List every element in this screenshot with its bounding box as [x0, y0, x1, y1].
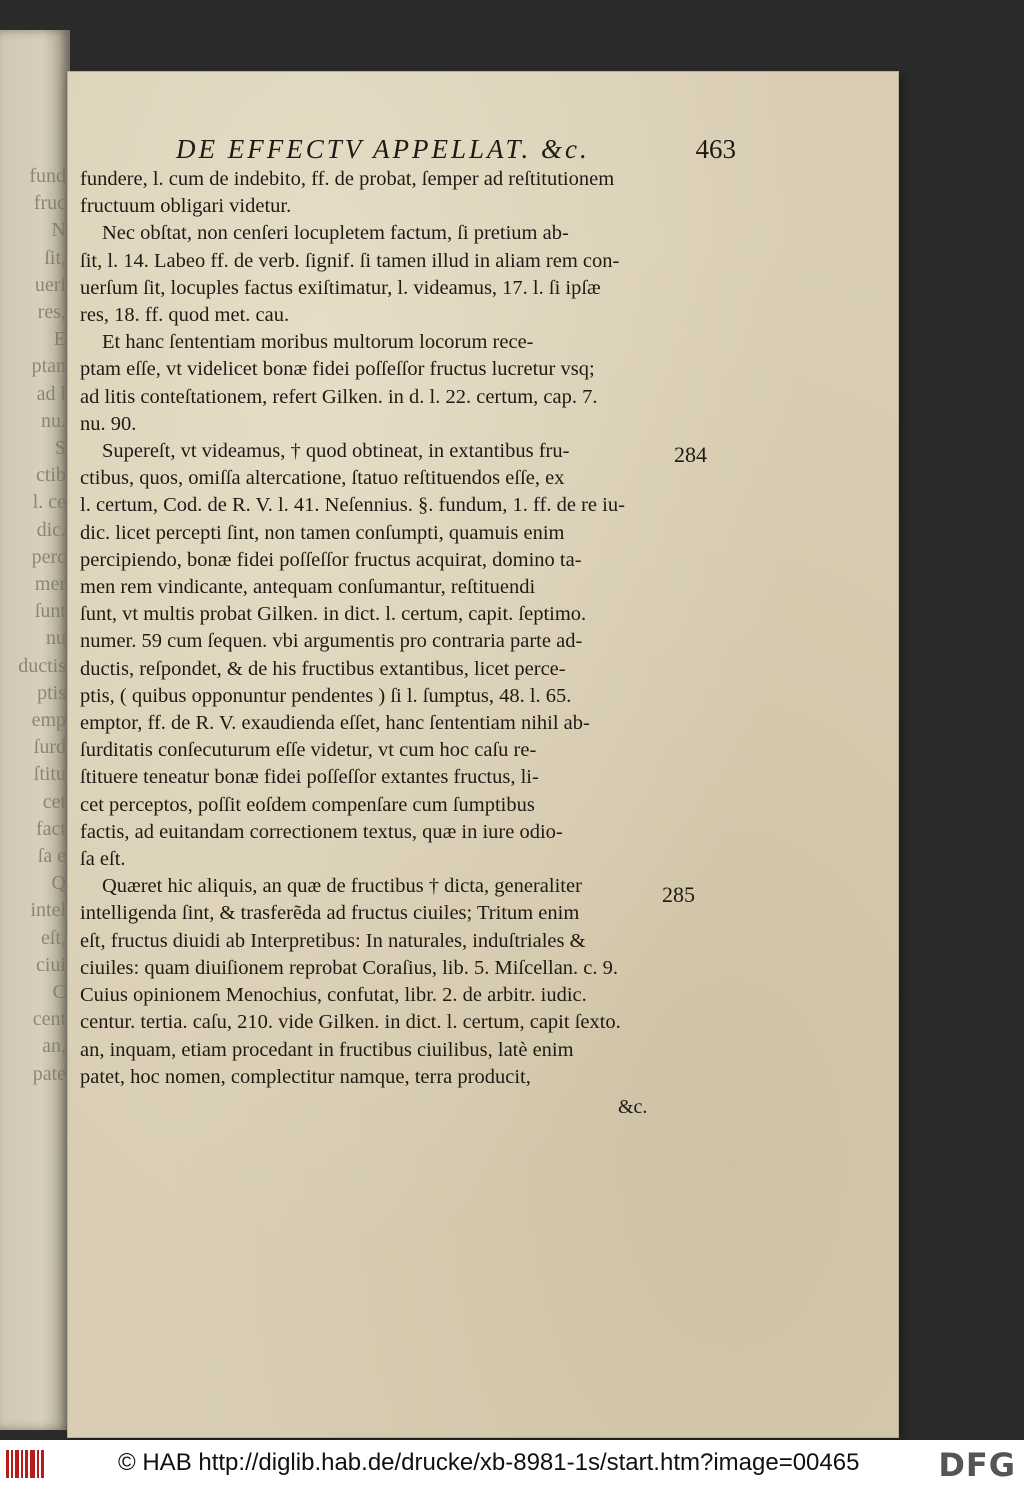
previous-page-edge [0, 30, 70, 1430]
prev-page-fragment: an, [42, 1035, 66, 1058]
prev-page-fragment: dic. [36, 518, 66, 541]
text-line: l. certum, Cod. de R. V. l. 41. Neſennius. §. fundum, 1. ff. de re iu- [80, 494, 625, 517]
source-credit[interactable]: © HAB http://diglib.hab.de/drucke/xb-8981-1s/start.htm?image=00465 [118, 1449, 860, 1476]
dfg-logo: DFG [938, 1446, 1016, 1484]
prev-page-fragment: ptan [31, 355, 66, 378]
margin-note-285: 285 [662, 882, 695, 907]
prev-page-fragment: fact [36, 817, 66, 840]
prev-page-fragment: cent [32, 1008, 66, 1031]
text-line: Supereſt, vt videamus, † quod obtineat, in extantibus fru- [102, 440, 570, 463]
prev-page-fragment: res, [37, 301, 66, 323]
text-line: cet perceptos, poſſit eoſdem compenſare cum ſumptibus [80, 793, 535, 816]
text-line: ſurditatis conſecuturum eſſe videtur, vt cum hoc caſu re- [80, 739, 537, 762]
text-line: fructuum obligari videtur. [80, 195, 292, 218]
barcode-bar [37, 1450, 39, 1478]
text-line: eſt, fructus diuidi ab Interpretibus: In naturales, induſtriales & [80, 929, 586, 952]
prev-page-fragment: E [53, 328, 66, 351]
prev-page-fragment: ptis [37, 681, 66, 704]
prev-page-fragment: S [54, 437, 66, 459]
prev-page-fragment: pate [32, 1062, 66, 1085]
prev-page-fragment: Q [51, 872, 66, 895]
prev-page-fragment: ſurd [33, 736, 66, 759]
text-line: uerſum ſit, locuples factus exiſtimatur, l. videamus, 17. l. ſi ipſæ [80, 276, 601, 299]
margin-note-284: 284 [674, 442, 707, 467]
text-line: emptor, ff. de R. V. exaudienda eſſet, hanc ſententiam nihil ab- [80, 712, 590, 735]
prev-page-fragment: ad l [36, 382, 66, 405]
text-line: dic. licet percepti ſint, non tamen conſumpti, quamuis enim [80, 521, 565, 544]
prev-page-fragment: ciui [36, 953, 66, 976]
prev-page-fragment: mer [34, 573, 66, 595]
prev-page-fragment: intel [30, 899, 66, 922]
text-line: ſunt, vt multis probat Gilken. in dict. l. certum, capit. ſeptimo. [80, 603, 587, 626]
text-line: fundere, l. cum de indebito, ff. de probat, ſemper ad reſtitutionem [80, 168, 615, 190]
text-line: Nec obſtat, non cenſeri locupletem factum, ſi pretium ab- [102, 222, 569, 245]
prev-page-fragment: fruc [33, 192, 66, 215]
prev-page-fragment: eſt, [41, 926, 66, 949]
text-line: Quæret hic aliquis, an quæ de fructibus † dicta, generaliter [102, 875, 582, 898]
text-line: ſtituere teneatur bonæ fidei poſſeſſor extantes fructus, li- [80, 766, 539, 789]
barcode-bar [6, 1450, 9, 1478]
text-line: factis, ad euitandam correctionem textus, quæ in iure odio- [80, 820, 563, 843]
text-line: Et hanc ſententiam moribus multorum locorum rece- [102, 331, 534, 354]
barcode-bar [11, 1450, 13, 1478]
text-line: percipiendo, bonæ fidei poſſeſſor fructus acquirat, domino ta- [80, 548, 582, 571]
prev-page-fragment: uerſ [34, 273, 66, 296]
prev-page-fragment: ſunt [34, 600, 66, 623]
text-line: ctibus, quos, omiſſa altercatione, ſtatuo reſtituendos eſſe, ex [80, 467, 565, 490]
text-line: centur. tertia. caſu, 210. vide Gilken. in dict. l. certum, capit ſexto. [80, 1011, 621, 1034]
prev-page-fragment: emp [31, 709, 66, 731]
text-line: ſit, l. 14. Labeo ff. de verb. ſignif. ſi tamen illud in aliam rem con- [80, 249, 620, 272]
body-text [80, 166, 670, 1091]
text-line: ad litis conteſtationem, refert Gilken. in d. l. 22. certum, cap. 7. [80, 385, 598, 408]
barcode-bar [21, 1450, 23, 1478]
footer-bar [0, 1440, 1024, 1486]
text-line: intelligenda ſint, & trasferẽda ad fructus ciuiles; Tritum enim [80, 902, 580, 925]
prev-page-fragment: C [52, 981, 66, 1003]
text-line: patet, hoc nomen, complectitur namque, terra producit, [80, 1065, 531, 1088]
barcode-bar [41, 1450, 44, 1478]
text-line: ductis, reſpondet, & de his fructibus extantibus, licet perce- [80, 657, 566, 680]
prev-page-fragment: cet [42, 790, 66, 813]
prev-page-fragment: nu [46, 627, 66, 650]
text-line: ſa eſt. [80, 848, 126, 871]
barcode-bar [25, 1450, 28, 1478]
prev-page-fragment: ductis [18, 654, 66, 677]
text-line: ptam eſſe, vt videlicet bonæ fidei poſſeſſor fructus lucretur vsq; [80, 358, 595, 381]
book-page [68, 72, 898, 1437]
header-title: DE EFFECTV APPELLAT. &c. [176, 134, 590, 164]
text-line: nu. 90. [80, 412, 137, 435]
running-header [176, 134, 736, 168]
prev-page-fragment: nu. [41, 409, 66, 432]
prev-page-fragment: N [51, 219, 66, 242]
text-line: men rem vindicante, antequam conſumantur, reſtituendi [80, 576, 536, 599]
text-line: res, 18. ff. quod met. cau. [80, 304, 290, 327]
text-line: ciuiles: quam diuiſionem reprobat Coraſius, lib. 5. Miſcellan. c. 9. [80, 956, 619, 979]
hab-barcode-logo [6, 1450, 50, 1478]
prev-page-fragment: perc [31, 545, 66, 568]
barcode-bar [15, 1450, 19, 1478]
text-line: ptis, ( quibus opponuntur pendentes ) ſi l. ſumptus, 48. l. 65. [80, 684, 572, 707]
prev-page-fragment: ſtitu [33, 763, 66, 786]
catchword: &c. [618, 1096, 648, 1118]
prev-page-fragment: ſa e [37, 845, 66, 867]
barcode-bar [30, 1450, 35, 1478]
prev-page-fragment: ctib [36, 464, 66, 487]
text-line: numer. 59 cum ſequen. vbi argumentis pro contraria parte ad- [80, 630, 583, 653]
prev-page-fragment: fund [29, 165, 66, 187]
text-line: an, inquam, etiam procedant in fructibus ciuilibus, latè enim [80, 1038, 574, 1061]
prev-page-fragment: l. ce [32, 491, 66, 514]
page-number: 463 [695, 134, 736, 164]
text-line: Cuius opinionem Menochius, confutat, libr. 2. de arbitr. iudic. [80, 984, 587, 1007]
prev-page-fragment: ſit, [44, 246, 66, 269]
